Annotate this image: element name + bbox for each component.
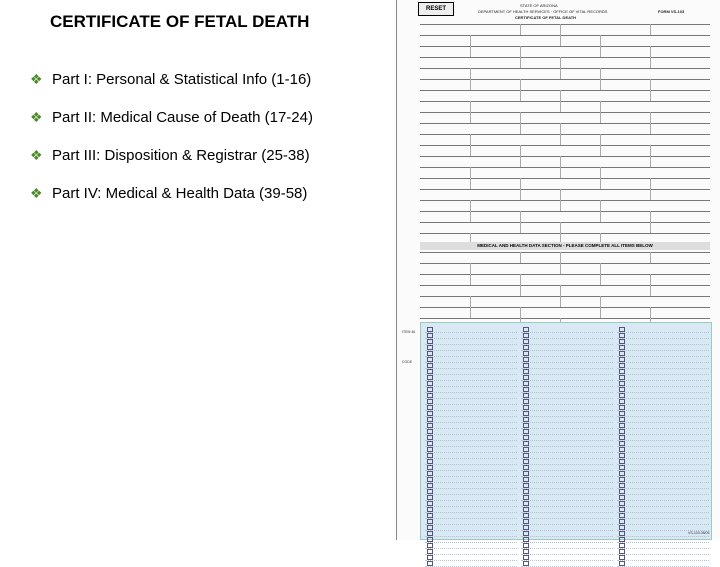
form-cell-divider xyxy=(600,145,601,156)
form-cell-divider xyxy=(520,307,521,318)
checklist-column xyxy=(521,327,613,567)
form-rule-line xyxy=(420,112,710,113)
form-cell-divider xyxy=(650,112,651,123)
form-cell-divider xyxy=(470,296,471,307)
form-cell-divider xyxy=(600,134,601,145)
checkbox[interactable] xyxy=(619,333,625,338)
checkbox[interactable] xyxy=(523,435,529,440)
form-cell-divider xyxy=(560,24,561,35)
checkbox[interactable] xyxy=(619,459,625,464)
form-cell-divider xyxy=(470,211,471,222)
checkbox[interactable] xyxy=(427,447,433,452)
form-rule-line xyxy=(420,145,710,146)
form-rule-line xyxy=(420,296,710,297)
checkbox[interactable] xyxy=(523,423,529,428)
checkbox[interactable] xyxy=(523,531,529,536)
form-cell-divider xyxy=(520,46,521,57)
checkbox[interactable] xyxy=(619,387,625,392)
checkbox[interactable] xyxy=(523,477,529,482)
form-rule-line xyxy=(420,233,710,234)
form-rule-line xyxy=(420,79,710,80)
bullet-item xyxy=(30,174,313,212)
checkbox[interactable] xyxy=(619,555,625,560)
form-cell-divider xyxy=(650,57,651,68)
form-rule-line xyxy=(420,274,710,275)
form-rule-line xyxy=(420,101,710,102)
form-cell-divider xyxy=(650,145,651,156)
form-cell-divider xyxy=(560,296,561,307)
form-cell-divider xyxy=(650,156,651,167)
bullet-list xyxy=(30,60,313,212)
checkbox[interactable] xyxy=(523,453,529,458)
checkbox[interactable] xyxy=(427,477,433,482)
checkbox[interactable] xyxy=(523,483,529,488)
checkbox[interactable] xyxy=(427,393,433,398)
form-department: DEPARTMENT OF HEALTH SERVICES · OFFICE OF VITAL RECORDS xyxy=(478,9,608,14)
checkbox[interactable] xyxy=(619,495,625,500)
form-cell-divider xyxy=(470,200,471,211)
form-cell-divider xyxy=(560,200,561,211)
checkbox[interactable] xyxy=(523,411,529,416)
form-cell-divider xyxy=(560,35,561,46)
checkbox[interactable] xyxy=(523,549,529,554)
checkbox[interactable] xyxy=(619,507,625,512)
side-code: ITEM 46 xyxy=(402,330,416,334)
form-rule-line xyxy=(420,263,710,264)
form-cell-divider xyxy=(650,307,651,318)
form-code: FORM VS-103 xyxy=(658,9,685,14)
form-cell-divider xyxy=(470,112,471,123)
form-cell-divider xyxy=(600,112,601,123)
diamond-bullet-icon: ❖ xyxy=(30,146,43,163)
checkbox[interactable] xyxy=(619,441,625,446)
form-cell-divider xyxy=(600,35,601,46)
checkbox[interactable] xyxy=(619,471,625,476)
checkbox[interactable] xyxy=(523,393,529,398)
checkbox[interactable] xyxy=(619,381,625,386)
form-cell-divider xyxy=(520,145,521,156)
checkbox[interactable] xyxy=(523,357,529,362)
checkbox[interactable] xyxy=(427,375,433,380)
checkbox[interactable] xyxy=(427,489,433,494)
form-rule-line xyxy=(420,189,710,190)
checkbox[interactable] xyxy=(427,351,433,356)
checkbox[interactable] xyxy=(619,423,625,428)
checkbox[interactable] xyxy=(523,555,529,560)
checkbox[interactable] xyxy=(523,417,529,422)
form-cell-divider xyxy=(600,178,601,189)
checkbox[interactable] xyxy=(523,399,529,404)
form-cell-divider xyxy=(470,46,471,57)
checkbox[interactable] xyxy=(523,363,529,368)
form-cell-divider xyxy=(470,178,471,189)
form-footer-code: VS-103 08/05 xyxy=(688,531,710,535)
checkbox[interactable] xyxy=(619,447,625,452)
form-cell-divider xyxy=(650,24,651,35)
checkbox[interactable] xyxy=(427,423,433,428)
form-rule-line xyxy=(420,90,710,91)
checkbox[interactable] xyxy=(619,417,625,422)
checkbox[interactable] xyxy=(523,561,529,566)
checkbox[interactable] xyxy=(619,561,625,566)
form-cell-divider xyxy=(520,189,521,200)
form-rule-line xyxy=(420,200,710,201)
checkbox[interactable] xyxy=(619,543,625,548)
checkbox[interactable] xyxy=(427,333,433,338)
form-rule-line xyxy=(420,35,710,36)
checkbox[interactable] xyxy=(523,519,529,524)
form-cell-divider xyxy=(560,222,561,233)
bullet-item xyxy=(30,136,313,174)
checkbox[interactable] xyxy=(523,339,529,344)
checkbox[interactable] xyxy=(619,411,625,416)
checkbox[interactable] xyxy=(619,477,625,482)
form-cell-divider xyxy=(650,285,651,296)
checkbox[interactable] xyxy=(427,561,433,566)
form-rule-line xyxy=(420,68,710,69)
bullet-text: Part II: Medical Cause of Death (17-24) xyxy=(52,108,313,126)
form-cell-divider xyxy=(600,167,601,178)
checkbox[interactable] xyxy=(619,549,625,554)
form-rule-line xyxy=(420,156,710,157)
checkbox[interactable] xyxy=(427,507,433,512)
form-cell-divider xyxy=(600,79,601,90)
form-cell-divider xyxy=(520,57,521,68)
checkbox[interactable] xyxy=(523,387,529,392)
checkbox[interactable] xyxy=(619,435,625,440)
form-rule-line xyxy=(420,123,710,124)
form-rule-line xyxy=(420,24,710,25)
checklist-row xyxy=(521,561,613,567)
form-cell-divider xyxy=(520,285,521,296)
form-rule-line xyxy=(420,134,710,135)
checkbox[interactable] xyxy=(523,429,529,434)
form-rule-line xyxy=(420,318,710,319)
diamond-bullet-icon: ❖ xyxy=(30,70,43,87)
checkbox[interactable] xyxy=(619,399,625,404)
checkbox[interactable] xyxy=(427,483,433,488)
checkbox[interactable] xyxy=(427,339,433,344)
form-cell-divider xyxy=(560,123,561,134)
form-rule-line xyxy=(420,285,710,286)
form-rule-line xyxy=(420,46,710,47)
checkbox[interactable] xyxy=(619,525,625,530)
form-cell-divider xyxy=(600,274,601,285)
checkbox[interactable] xyxy=(523,405,529,410)
checklist-column xyxy=(425,327,517,567)
form-cell-divider xyxy=(650,123,651,134)
form-state: STATE OF ARIZONA xyxy=(520,3,558,8)
form-cell-divider xyxy=(600,296,601,307)
checkbox[interactable] xyxy=(523,375,529,380)
form-cell-divider xyxy=(600,263,601,274)
bullet-text: Part III: Disposition & Registrar (25-38) xyxy=(52,146,310,164)
checkbox[interactable] xyxy=(523,495,529,500)
form-cell-divider xyxy=(520,24,521,35)
form-cell-divider xyxy=(600,307,601,318)
form-cell-divider xyxy=(560,101,561,112)
checkbox[interactable] xyxy=(523,543,529,548)
form-cell-divider xyxy=(650,252,651,263)
checkbox[interactable] xyxy=(427,549,433,554)
checkbox[interactable] xyxy=(523,327,529,332)
checkbox[interactable] xyxy=(427,531,433,536)
checkbox[interactable] xyxy=(427,387,433,392)
side-code: CODE xyxy=(402,360,413,364)
checkbox[interactable] xyxy=(427,495,433,500)
checkbox[interactable] xyxy=(427,543,433,548)
checkbox[interactable] xyxy=(523,381,529,386)
checkbox[interactable] xyxy=(619,327,625,332)
form-cell-divider xyxy=(560,285,561,296)
checkbox[interactable] xyxy=(619,393,625,398)
checkbox[interactable] xyxy=(427,519,433,524)
form-rule-line xyxy=(420,178,710,179)
bullet-text: Part I: Personal & Statistical Info (1-16) xyxy=(52,70,312,88)
form-cell-divider xyxy=(520,112,521,123)
form-cell-divider xyxy=(650,79,651,90)
form-cell-divider xyxy=(520,123,521,134)
form-cell-divider xyxy=(520,79,521,90)
checkbox[interactable] xyxy=(523,489,529,494)
checkbox[interactable] xyxy=(523,441,529,446)
checkbox[interactable] xyxy=(619,345,625,350)
form-cell-divider xyxy=(520,274,521,285)
checkbox[interactable] xyxy=(523,459,529,464)
form-cell-divider xyxy=(560,189,561,200)
form-cell-divider xyxy=(470,134,471,145)
form-cell-divider xyxy=(470,167,471,178)
checkbox[interactable] xyxy=(427,405,433,410)
checkbox[interactable] xyxy=(619,531,625,536)
checkbox[interactable] xyxy=(523,507,529,512)
checkbox[interactable] xyxy=(619,483,625,488)
form-cell-divider xyxy=(520,156,521,167)
diamond-bullet-icon: ❖ xyxy=(30,108,43,125)
checkbox[interactable] xyxy=(427,525,433,530)
form-cell-divider xyxy=(470,101,471,112)
checkbox[interactable] xyxy=(427,513,433,518)
reset-button[interactable]: RESET xyxy=(418,2,454,16)
checkbox[interactable] xyxy=(427,369,433,374)
form-cell-divider xyxy=(520,178,521,189)
form-cell-divider xyxy=(560,156,561,167)
form-cell-divider xyxy=(560,68,561,79)
checkbox[interactable] xyxy=(523,345,529,350)
form-cell-divider xyxy=(470,307,471,318)
form-rule-line xyxy=(420,252,710,253)
form-cell-divider xyxy=(470,145,471,156)
form-cell-divider xyxy=(520,222,521,233)
form-cell-divider xyxy=(470,79,471,90)
checkbox[interactable] xyxy=(523,369,529,374)
form-cell-divider xyxy=(650,178,651,189)
form-cell-divider xyxy=(560,263,561,274)
form-cell-divider xyxy=(520,252,521,263)
form-rule-line xyxy=(420,211,710,212)
checkbox[interactable] xyxy=(619,513,625,518)
checkbox[interactable] xyxy=(619,339,625,344)
form-cell-divider xyxy=(600,101,601,112)
form-cell-divider xyxy=(560,252,561,263)
form-rule-line xyxy=(420,222,710,223)
checkbox[interactable] xyxy=(619,453,625,458)
checkbox[interactable] xyxy=(427,357,433,362)
checkbox[interactable] xyxy=(427,441,433,446)
checkbox[interactable] xyxy=(619,357,625,362)
checkbox[interactable] xyxy=(427,345,433,350)
checkbox[interactable] xyxy=(619,519,625,524)
form-cell-divider xyxy=(650,222,651,233)
form-rule-line xyxy=(420,57,710,58)
checkbox[interactable] xyxy=(619,351,625,356)
form-cell-divider xyxy=(600,46,601,57)
checkbox[interactable] xyxy=(427,381,433,386)
form-title: CERTIFICATE OF FETAL DEATH xyxy=(515,15,577,20)
form-cell-divider xyxy=(650,211,651,222)
checkbox[interactable] xyxy=(619,369,625,374)
checkbox[interactable] xyxy=(427,465,433,470)
medical-section-header: MEDICAL AND HEALTH DATA SECTION - PLEASE COMPLETE ALL ITEMS BELOW xyxy=(420,242,710,250)
form-cell-divider xyxy=(560,134,561,145)
checkbox[interactable] xyxy=(523,447,529,452)
checkbox[interactable] xyxy=(427,555,433,560)
checkbox[interactable] xyxy=(427,429,433,434)
checkbox[interactable] xyxy=(619,501,625,506)
checkbox[interactable] xyxy=(619,363,625,368)
bullet-item xyxy=(30,98,313,136)
checkbox[interactable] xyxy=(619,405,625,410)
form-rule-line xyxy=(420,307,710,308)
form-cell-divider xyxy=(520,211,521,222)
checkbox[interactable] xyxy=(523,333,529,338)
checkbox[interactable] xyxy=(619,375,625,380)
form-cell-divider xyxy=(560,57,561,68)
checkbox[interactable] xyxy=(523,465,529,470)
checkbox[interactable] xyxy=(427,453,433,458)
checkbox[interactable] xyxy=(427,327,433,332)
checklist-row xyxy=(425,561,517,567)
bullet-item xyxy=(30,60,313,98)
checkbox[interactable] xyxy=(619,429,625,434)
form-cell-divider xyxy=(520,90,521,101)
form-cell-divider xyxy=(600,68,601,79)
form-cell-divider xyxy=(600,200,601,211)
checkbox[interactable] xyxy=(427,435,433,440)
checkbox[interactable] xyxy=(619,489,625,494)
checkbox[interactable] xyxy=(427,417,433,422)
form-cell-divider xyxy=(650,46,651,57)
diamond-bullet-icon: ❖ xyxy=(30,184,43,201)
slide-title: CERTIFICATE OF FETAL DEATH xyxy=(50,12,310,31)
checkbox[interactable] xyxy=(523,501,529,506)
form-cell-divider xyxy=(470,274,471,285)
form-cell-divider xyxy=(650,90,651,101)
form-cell-divider xyxy=(560,167,561,178)
checkbox[interactable] xyxy=(427,471,433,476)
checkbox[interactable] xyxy=(427,501,433,506)
form-cell-divider xyxy=(470,35,471,46)
checkbox[interactable] xyxy=(427,459,433,464)
form-rule-line xyxy=(420,167,710,168)
form-cell-divider xyxy=(560,90,561,101)
form-cell-divider xyxy=(650,274,651,285)
form-cell-divider xyxy=(470,263,471,274)
checkbox[interactable] xyxy=(523,525,529,530)
checkbox[interactable] xyxy=(427,363,433,368)
checkbox[interactable] xyxy=(523,513,529,518)
checkbox[interactable] xyxy=(523,351,529,356)
form-cell-divider xyxy=(470,68,471,79)
checkbox[interactable] xyxy=(427,399,433,404)
checklist-row xyxy=(617,561,709,567)
form-cell-divider xyxy=(600,211,601,222)
checkbox[interactable] xyxy=(523,471,529,476)
checkbox[interactable] xyxy=(619,465,625,470)
form-cell-divider xyxy=(650,189,651,200)
checkbox[interactable] xyxy=(427,411,433,416)
medical-health-data-panel xyxy=(420,322,712,540)
bullet-text: Part IV: Medical & Health Data (39-58) xyxy=(52,184,308,202)
